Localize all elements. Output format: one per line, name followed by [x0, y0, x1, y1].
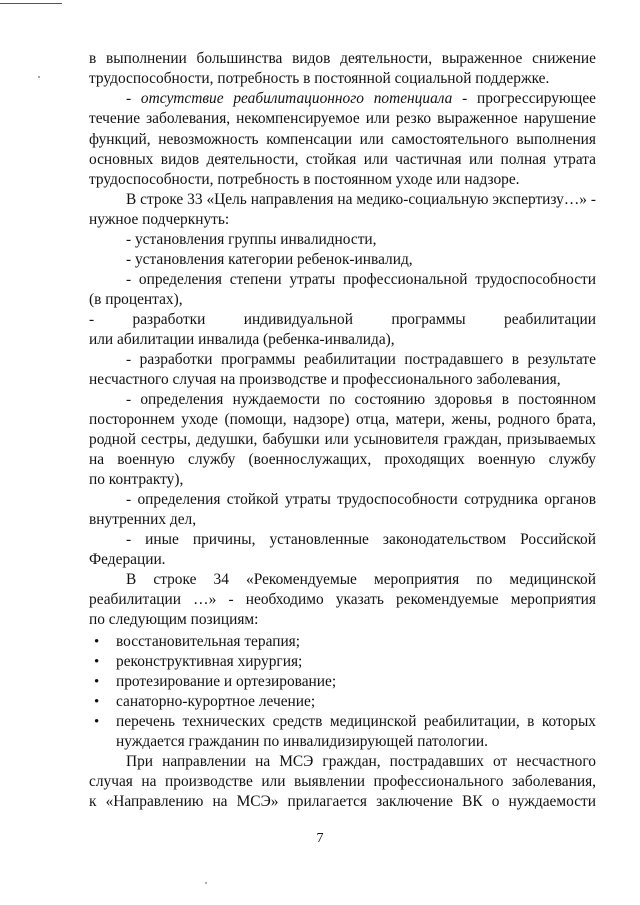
body-text-line: постороннем уходе (помощи, надзоре) отца, матери, жены, родного брата,: [89, 411, 596, 428]
list-option-line: - установления группы инвалидности,: [126, 231, 377, 248]
body-text-line: В строке 34 «Рекомендуемые мероприятия по медицинской: [126, 571, 596, 588]
bullet-icon: •: [94, 694, 100, 710]
body-text-line: трудоспособности, потребность в постоянной социальной поддержке.: [89, 70, 550, 87]
body-text-line: течение заболевания, некомпенсируемое или резко выраженное нарушение: [89, 110, 596, 127]
body-text-line: внутренних дел,: [89, 511, 197, 528]
list-option-line: - определения стойкой утраты трудоспособности сотрудника органов: [126, 491, 596, 508]
list-option-line: - установления категории ребенок-инвалид,: [126, 251, 413, 268]
scan-speck: [38, 76, 40, 78]
bullet-item: восстановительная терапия;: [116, 633, 301, 650]
body-text-line: родной сестры, дедушки, бабушки или усыновителя граждан, призываемых: [89, 431, 596, 448]
bullet-item-continuation: нуждается гражданин по инвалидизирующей патологии.: [116, 733, 488, 750]
body-text-line: функций, невозможность компенсации или самостоятельного выполнения: [89, 131, 596, 148]
body-text-line: по контракту),: [89, 471, 184, 488]
body-text-line: Федерации.: [89, 551, 166, 568]
body-text-line: основных видов деятельности, стойкая или частичная или полная утрата: [89, 151, 596, 168]
body-text-line: на военную службу (военнослужащих, проходящих военную службу: [89, 451, 596, 468]
scan-speck: [205, 882, 207, 884]
bullet-icon: •: [94, 634, 100, 650]
body-text-line: нужное подчеркнуть:: [89, 211, 230, 228]
bullet-icon: •: [94, 714, 100, 730]
body-text-line: В строке 33 «Цель направления на медико-социальную экспертизу…» -: [126, 191, 596, 208]
body-text-line: (в процентах),: [89, 291, 183, 308]
scan-edge-line: [0, 3, 62, 4]
bullet-item: санаторно-курортное лечение;: [116, 693, 316, 710]
body-text-line: в выполнении большинства видов деятельности, выраженное снижение: [89, 50, 596, 67]
list-option-line: - определения степени утраты профессиональной трудоспособности: [126, 271, 596, 288]
italic-term: отсутствие реабилитационного потенциала: [140, 90, 453, 107]
body-text-line: или абилитации инвалида (ребенка-инвалида),: [89, 331, 395, 348]
bullet-item: перечень технических средств медицинской реабилитации, в которых: [116, 713, 596, 730]
bullet-item: реконструктивная хирургия;: [116, 653, 303, 670]
list-option-line: - иные причины, установленные законодательством Российской: [126, 531, 596, 548]
body-text-line: реабилитации …» - необходимо указать рекомендуемые мероприятия: [89, 591, 596, 608]
body-text-line: трудоспособности, потребность в постоянном уходе или надзоре.: [89, 171, 520, 188]
list-option-line: - разработки программы реабилитации пострадавшего в результате: [126, 351, 596, 368]
body-text-line: по следующим позициям:: [89, 611, 259, 628]
body-text-line: несчастного случая на производстве и профессионального заболевания,: [89, 371, 561, 388]
body-text-line: При направлении на МСЭ граждан, пострадавших от несчастного: [126, 753, 596, 770]
page-number: 7: [316, 831, 324, 846]
body-text-line: случая на производстве или выявлении профессионального заболевания,: [89, 773, 596, 790]
bullet-item: протезирование и ортезирование;: [116, 673, 337, 690]
body-text-line: - отсутствие реабилитационного потенциала - прогрессирующее: [126, 90, 596, 107]
bullet-icon: •: [94, 654, 100, 670]
list-option-line: - определения нуждаемости по состоянию здоровья в постоянном: [126, 391, 596, 408]
list-option-line: - разработки индивидуальной программы реабилитации: [89, 311, 596, 328]
body-text-line: к «Направлению на МСЭ» прилагается заключение ВК о нуждаемости: [89, 793, 596, 810]
bullet-icon: •: [94, 674, 100, 690]
